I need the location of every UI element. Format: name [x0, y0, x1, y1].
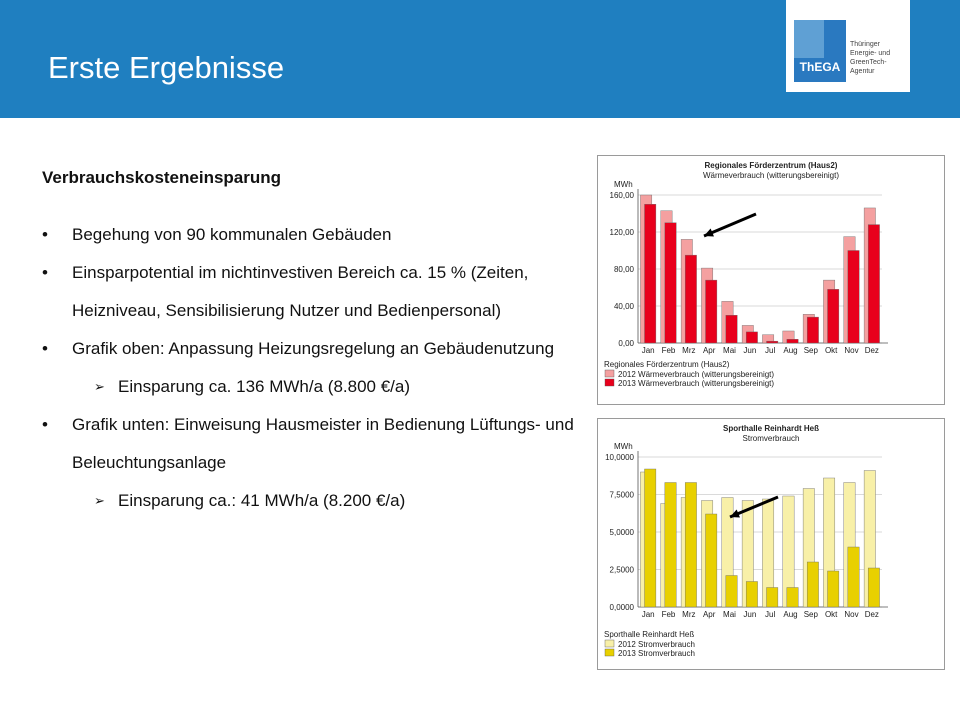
bullet-dot-icon: • — [42, 263, 48, 282]
bar-2 — [848, 547, 859, 607]
logo-line: Energie- und — [850, 50, 891, 57]
bar-2 — [726, 576, 737, 608]
logo-mark — [794, 20, 846, 82]
x-tick-label: Aug — [783, 346, 798, 355]
bar-2 — [787, 339, 798, 343]
chart-subtitle: Stromverbrauch — [742, 434, 800, 443]
bar-2 — [807, 562, 818, 607]
bar-2 — [746, 332, 757, 343]
heat-chart — [597, 155, 945, 405]
bullet-item — [42, 330, 582, 368]
legend-swatch — [605, 640, 614, 647]
x-tick-label: Sep — [803, 610, 818, 619]
bar-2 — [868, 568, 879, 607]
arrow-bullet-icon: ➢ — [94, 379, 105, 394]
x-tick-label: Aug — [783, 610, 798, 619]
logo-text — [850, 40, 890, 76]
bullet-text: Einsparpotential im nichtinvestiven Bereich ca. 15 % (Zeiten, Heizniveau, Sensibilisierung Nutzer und Bedienpersonal) — [72, 263, 529, 320]
x-tick-label: Jan — [641, 610, 655, 619]
bar-2 — [645, 469, 656, 607]
x-tick-label: Apr — [702, 346, 716, 355]
legend-entry: 2013 Stromverbrauch — [618, 649, 695, 658]
x-tick-label: Jun — [743, 346, 757, 355]
arrow-bullet-icon: ➢ — [94, 493, 105, 508]
y-tick-label: 2,5000 — [609, 565, 634, 575]
x-tick-label: Feb — [661, 346, 676, 355]
logo-mark-text: ThEGA — [799, 60, 841, 74]
x-tick-label: Nov — [844, 610, 859, 619]
legend-entry: 2013 Wärmeverbrauch (witterungsbereinigt) — [618, 379, 775, 388]
bar-2 — [706, 514, 717, 607]
bullet-item — [42, 216, 582, 254]
chart-title: Regionales Förderzentrum (Haus2) — [704, 161, 838, 170]
logo-line: Agentur — [850, 68, 875, 75]
y-axis-label: MWh — [614, 442, 633, 451]
bullet-text: Grafik oben: Anpassung Heizungsregelung an Gebäudenutzung — [72, 339, 555, 358]
content-block — [42, 168, 582, 520]
x-tick-label: Okt — [824, 610, 838, 619]
bar-2 — [746, 582, 757, 608]
bar-2 — [706, 280, 717, 343]
bar-2 — [848, 251, 859, 344]
thega-logo — [786, 0, 910, 92]
x-tick-label: Dez — [864, 346, 879, 355]
y-tick-label: 160,00 — [609, 191, 634, 200]
power-chart-svg — [598, 419, 944, 669]
chart-title: Sporthalle Reinhardt Heß — [722, 424, 820, 433]
header-bar — [0, 0, 960, 118]
x-tick-label: Jan — [641, 346, 655, 355]
bar-2 — [767, 588, 778, 608]
y-tick-label: 0,0000 — [609, 603, 634, 612]
x-tick-label: Mrz — [682, 346, 696, 355]
section-heading: Verbrauchskosteneinsparung — [42, 168, 282, 187]
slide-title: Erste Ergebnisse — [48, 50, 285, 85]
bar-2 — [685, 483, 696, 608]
y-tick-label: 40,00 — [613, 302, 634, 311]
bar-2 — [685, 255, 696, 343]
y-tick-label: 0,00 — [618, 339, 634, 348]
x-tick-label: Feb — [661, 610, 676, 619]
logo-line: Thüringer — [850, 41, 880, 48]
y-axis-label: MWh — [614, 180, 633, 189]
x-tick-label: Mrz — [682, 610, 696, 619]
x-tick-label: Apr — [702, 610, 716, 619]
legend-swatch — [605, 370, 614, 377]
y-tick-label: 10,0000 — [605, 453, 634, 462]
legend-entry: 2012 Stromverbrauch — [618, 640, 695, 649]
bullet-dot-icon: • — [42, 415, 48, 434]
y-tick-label: 7,5000 — [609, 490, 634, 500]
x-tick-label: Nov — [844, 346, 859, 355]
x-tick-label: Jun — [743, 610, 757, 619]
bar-2 — [868, 225, 879, 343]
y-tick-label: 80,00 — [613, 265, 634, 274]
legend-swatch — [605, 649, 614, 656]
logo-mark-accent — [794, 20, 824, 58]
sub-bullet-item — [42, 482, 582, 520]
bullet-text: Grafik unten: Einweisung Hausmeister in Bedienung Lüftungs- und Beleuchtungsanlage — [72, 415, 574, 472]
legend-title: Regionales Förderzentrum (Haus2) — [604, 360, 730, 369]
y-tick-label: 5,0000 — [609, 528, 634, 537]
bar-2 — [828, 571, 839, 607]
bar-2 — [645, 204, 656, 343]
bullet-item — [42, 406, 582, 482]
heat-chart-svg — [598, 156, 944, 404]
bar-2 — [767, 341, 778, 343]
bullet-item — [42, 254, 582, 330]
x-tick-label: Mai — [723, 610, 736, 619]
bar-2 — [828, 289, 839, 343]
bar-2 — [726, 315, 737, 343]
legend-swatch — [605, 379, 614, 386]
bar-2 — [807, 317, 818, 343]
bar-2 — [787, 588, 798, 608]
logo-line: GreenTech- — [850, 59, 887, 66]
power-chart — [597, 418, 945, 670]
chart-subtitle: Wärmeverbrauch (witterungsbereinigt) — [702, 171, 840, 180]
sub-bullet-item — [42, 368, 582, 406]
sub-bullet-text: Einsparung ca. 136 MWh/a (8.800 €/a) — [118, 377, 410, 396]
bullet-text: Begehung von 90 kommunalen Gebäuden — [72, 225, 392, 244]
bar-2 — [665, 223, 676, 343]
bullet-dot-icon: • — [42, 225, 48, 244]
bullet-dot-icon: • — [42, 339, 48, 358]
y-tick-label: 120,00 — [609, 228, 634, 237]
x-tick-label: Mai — [723, 346, 736, 355]
sub-bullet-text: Einsparung ca.: 41 MWh/a (8.200 €/a) — [118, 491, 406, 510]
legend-entry: 2012 Wärmeverbrauch (witterungsbereinigt) — [618, 370, 775, 379]
x-tick-label: Okt — [824, 346, 838, 355]
x-tick-label: Jul — [765, 610, 776, 619]
legend-title: Sporthalle Reinhardt Heß — [604, 630, 695, 639]
x-tick-label: Jul — [765, 346, 776, 355]
bar-2 — [665, 483, 676, 608]
x-tick-label: Sep — [803, 346, 818, 355]
x-tick-label: Dez — [864, 610, 879, 619]
